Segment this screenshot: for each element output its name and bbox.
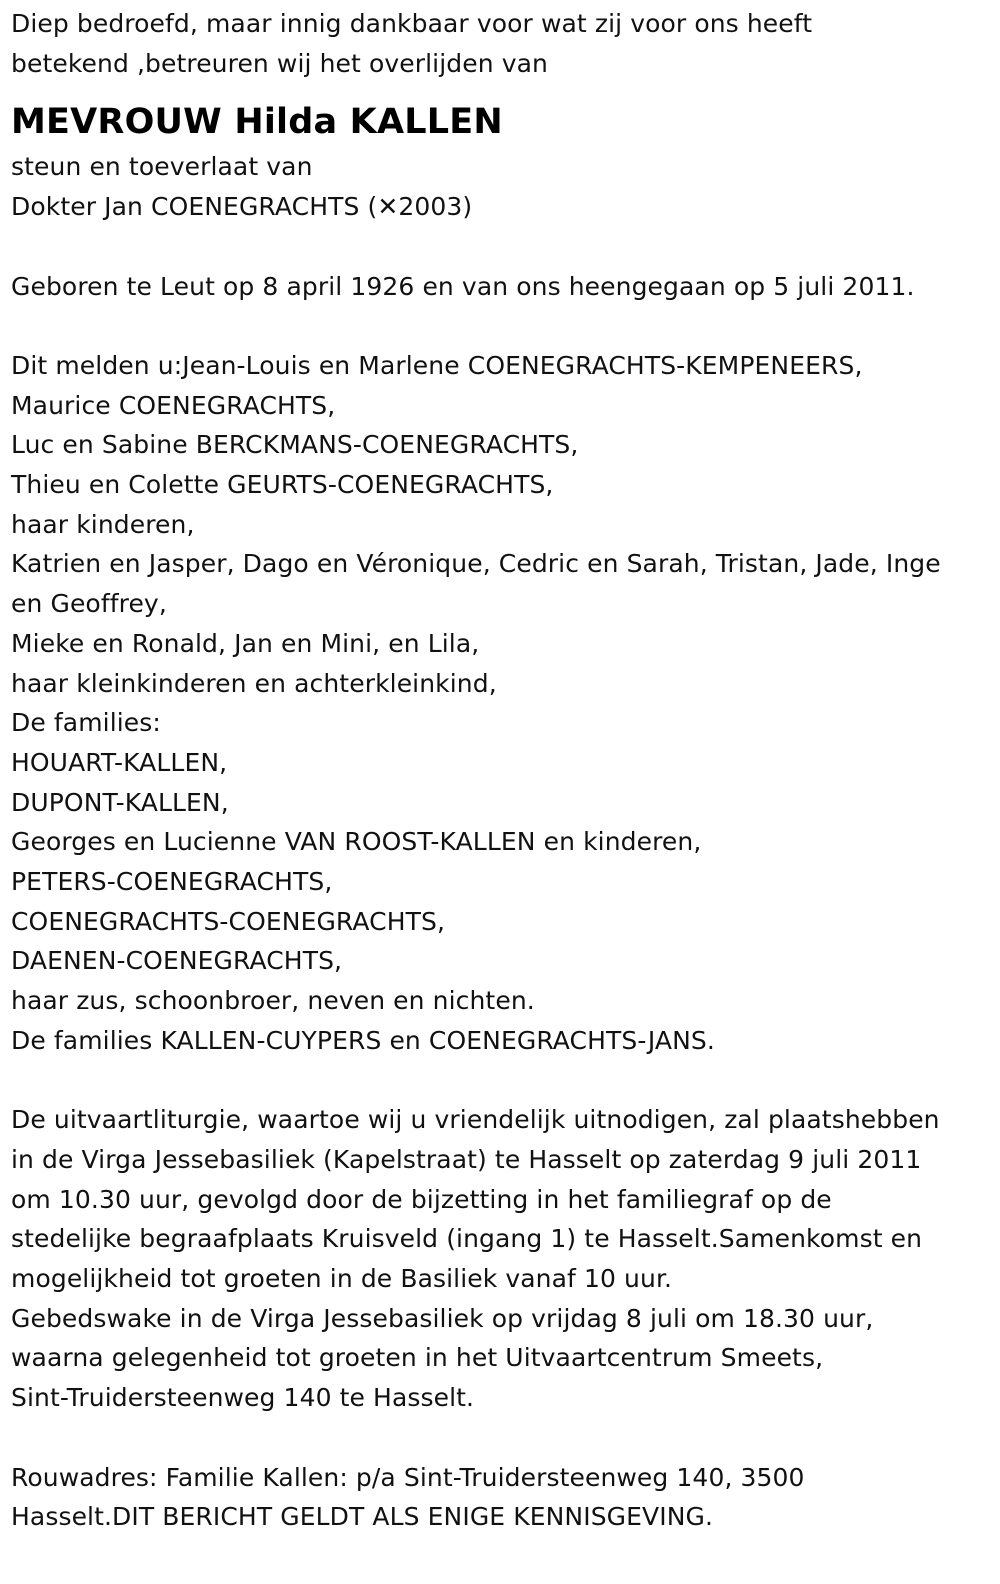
- announcer-line: PETERS-COENEGRACHTS,: [11, 867, 333, 897]
- paragraph-gap: [11, 306, 989, 346]
- funeral-line: Sint-Truidersteenweg 140 te Hasselt.: [11, 1383, 475, 1413]
- intro-line: betekend ,betreuren wij het overlijden van: [11, 48, 548, 78]
- spouse-line: Dokter Jan COENEGRACHTS (✕2003): [11, 192, 473, 222]
- funeral-line: Gebedswake in de Virga Jessebasiliek op vrijdag 8 juli om 18.30 uur,: [11, 1303, 874, 1333]
- announcer-line: Maurice COENEGRACHTS,: [11, 390, 336, 420]
- announcer-line: Luc en Sabine BERCKMANS-COENEGRACHTS,: [11, 430, 579, 460]
- announcer-line: Dit melden u:Jean-Louis en Marlene COENEGRACHTS-KEMPENEERS,: [11, 350, 863, 380]
- announcer-line: Thieu en Colette GEURTS-COENEGRACHTS,: [11, 470, 554, 499]
- announcer-line: haar kleinkinderen en achterkleinkind,: [11, 668, 497, 698]
- paragraph-gap: [11, 1061, 989, 1101]
- funeral-line: De uitvaartliturgie, waartoe wij u vriendelijk uitnodigen, zal plaatshebben: [11, 1105, 940, 1135]
- address-line: Hasselt.DIT BERICHT GELDT ALS ENIGE KENNISGEVING.: [11, 1502, 714, 1532]
- announcer-line: De families:: [11, 708, 161, 738]
- funeral-line: waarna gelegenheid tot groeten in het Uitvaartcentrum Smeets,: [11, 1343, 824, 1373]
- funeral-line: om 10.30 uur, gevolgd door de bijzetting in het familiegraf op de: [11, 1184, 832, 1214]
- birth-death-line: Geboren te Leut op 8 april 1926 en van ons heengegaan op 5 juli 2011.: [11, 271, 915, 301]
- announcer-line: Katrien en Jasper, Dago en Véronique, Cedric en Sarah, Tristan, Jade, Inge: [11, 549, 941, 579]
- announcer-line: Georges en Lucienne VAN ROOST-KALLEN en kinderen,: [11, 827, 702, 857]
- announcer-line: DAENEN-COENEGRACHTS,: [11, 946, 343, 976]
- announcer-line: en Geoffrey,: [11, 589, 167, 619]
- paragraph-gap: [11, 1418, 989, 1458]
- funeral-line: mogelijkheid tot groeten in de Basiliek vanaf 10 uur.: [11, 1264, 673, 1294]
- announcer-line: COENEGRACHTS-COENEGRACHTS,: [11, 906, 445, 936]
- deceased-name: MEVROUW Hilda KALLEN: [11, 102, 503, 143]
- funeral-line: in de Virga Jessebasiliek (Kapelstraat) te Hasselt op zaterdag 9 juli 2011: [11, 1144, 922, 1174]
- announcer-line: DUPONT-KALLEN,: [11, 787, 229, 817]
- death-notice: [11, 4, 989, 1537]
- address-line: Rouwadres: Familie Kallen: p/a Sint-Truidersteenweg 140, 3500: [11, 1462, 805, 1492]
- announcer-line: Mieke en Ronald, Jan en Mini, en Lila,: [11, 628, 480, 658]
- paragraph-gap: [11, 227, 989, 267]
- announcer-line: De families KALLEN-CUYPERS en COENEGRACHTS-JANS.: [11, 1025, 715, 1055]
- announcer-line: HOUART-KALLEN,: [11, 747, 228, 777]
- funeral-line: stedelijke begraafplaats Kruisveld (ingang 1) te Hasselt.Samenkomst en: [11, 1224, 923, 1254]
- announcer-line: haar kinderen,: [11, 509, 195, 539]
- announcer-line: haar zus, schoonbroer, neven en nichten.: [11, 986, 535, 1016]
- intro-line: Diep bedroefd, maar innig dankbaar voor wat zij voor ons heeft: [11, 9, 813, 38]
- spouse-line: steun en toeverlaat van: [11, 152, 313, 182]
